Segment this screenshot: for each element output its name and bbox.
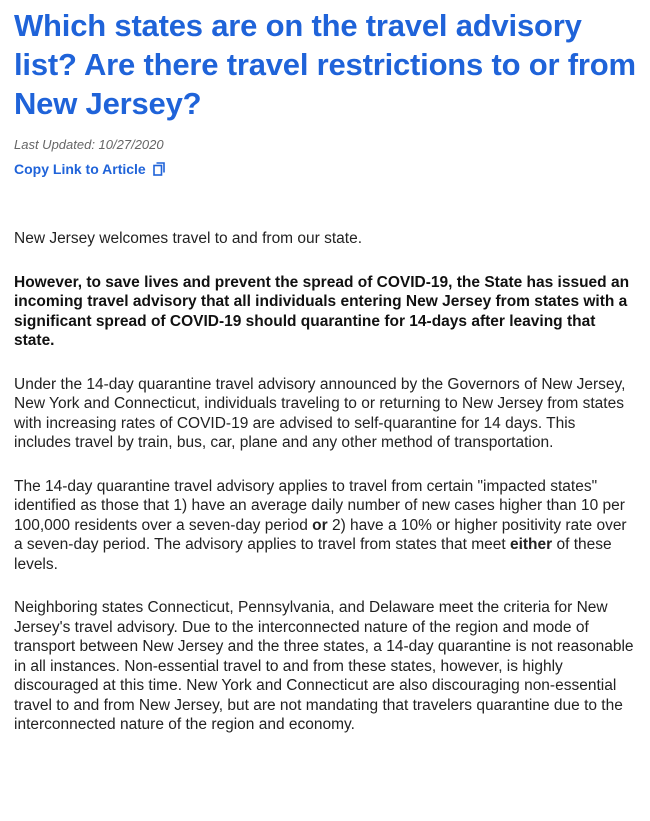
copy-link-button[interactable] bbox=[14, 161, 165, 177]
copy-link-label: Copy Link to Article bbox=[14, 161, 146, 177]
article-title: Which states are on the travel advisory list? Are there travel restrictions to or from New Jersey? bbox=[14, 8, 636, 121]
paragraph-advisory: However, to save lives and prevent the spread of COVID-19, the State has issued an incoming travel advisory that all individuals entering New Jersey from states with a significant spread of COVID-19 should quarantine for 14-days after leaving that state. bbox=[14, 273, 630, 349]
paragraph-intro: New Jersey welcomes travel to and from our state. bbox=[14, 230, 363, 247]
last-updated: Last Updated: 10/27/2020 bbox=[14, 137, 164, 152]
paragraph-quarantine: Under the 14-day quarantine travel advisory announced by the Governors of New Jersey, New York and Connecticut, individuals traveling to or returning to New Jersey from states with increasing rates of COVID-19 are advised to self-quarantine for 14 days. This includes travel by train, bus, car, plane and any other method of transportation. bbox=[14, 375, 626, 451]
criteria-text-1: The 14-day quarantine travel advisory applies to travel from certain "impacted states" identified as those that 1) have an average daily number of new cases higher than 10 per 100,000 residents over a seven-day period bbox=[14, 477, 625, 534]
article-body bbox=[14, 229, 636, 735]
criteria-bold-either: either bbox=[509, 536, 553, 553]
copy-icon bbox=[153, 162, 165, 176]
paragraph-neighboring-states: Neighboring states Connecticut, Pennsylvania, and Delaware meet the criteria for New Jersey's travel advisory. Due to the interconnected nature of the region and mode of transport between New Jersey and the three states, a 14-day quarantine is not reasonable in all instances. Non-essential travel to and from these states, however, is highly discouraged at this time. New York and Connecticut are also discouraging non-essential travel to and from New Jersey, but are not mandating that travelers quarantine due to the interconnected nature of the region and economy. bbox=[14, 599, 634, 733]
criteria-text-2: 2) have a 10% or higher positivity rate over a seven-day period. The advisory applies to travel from states that meet bbox=[14, 516, 627, 553]
criteria-text-3: of these levels. bbox=[14, 536, 612, 573]
criteria-bold-or: or bbox=[312, 516, 328, 534]
paragraph-criteria bbox=[14, 477, 636, 575]
